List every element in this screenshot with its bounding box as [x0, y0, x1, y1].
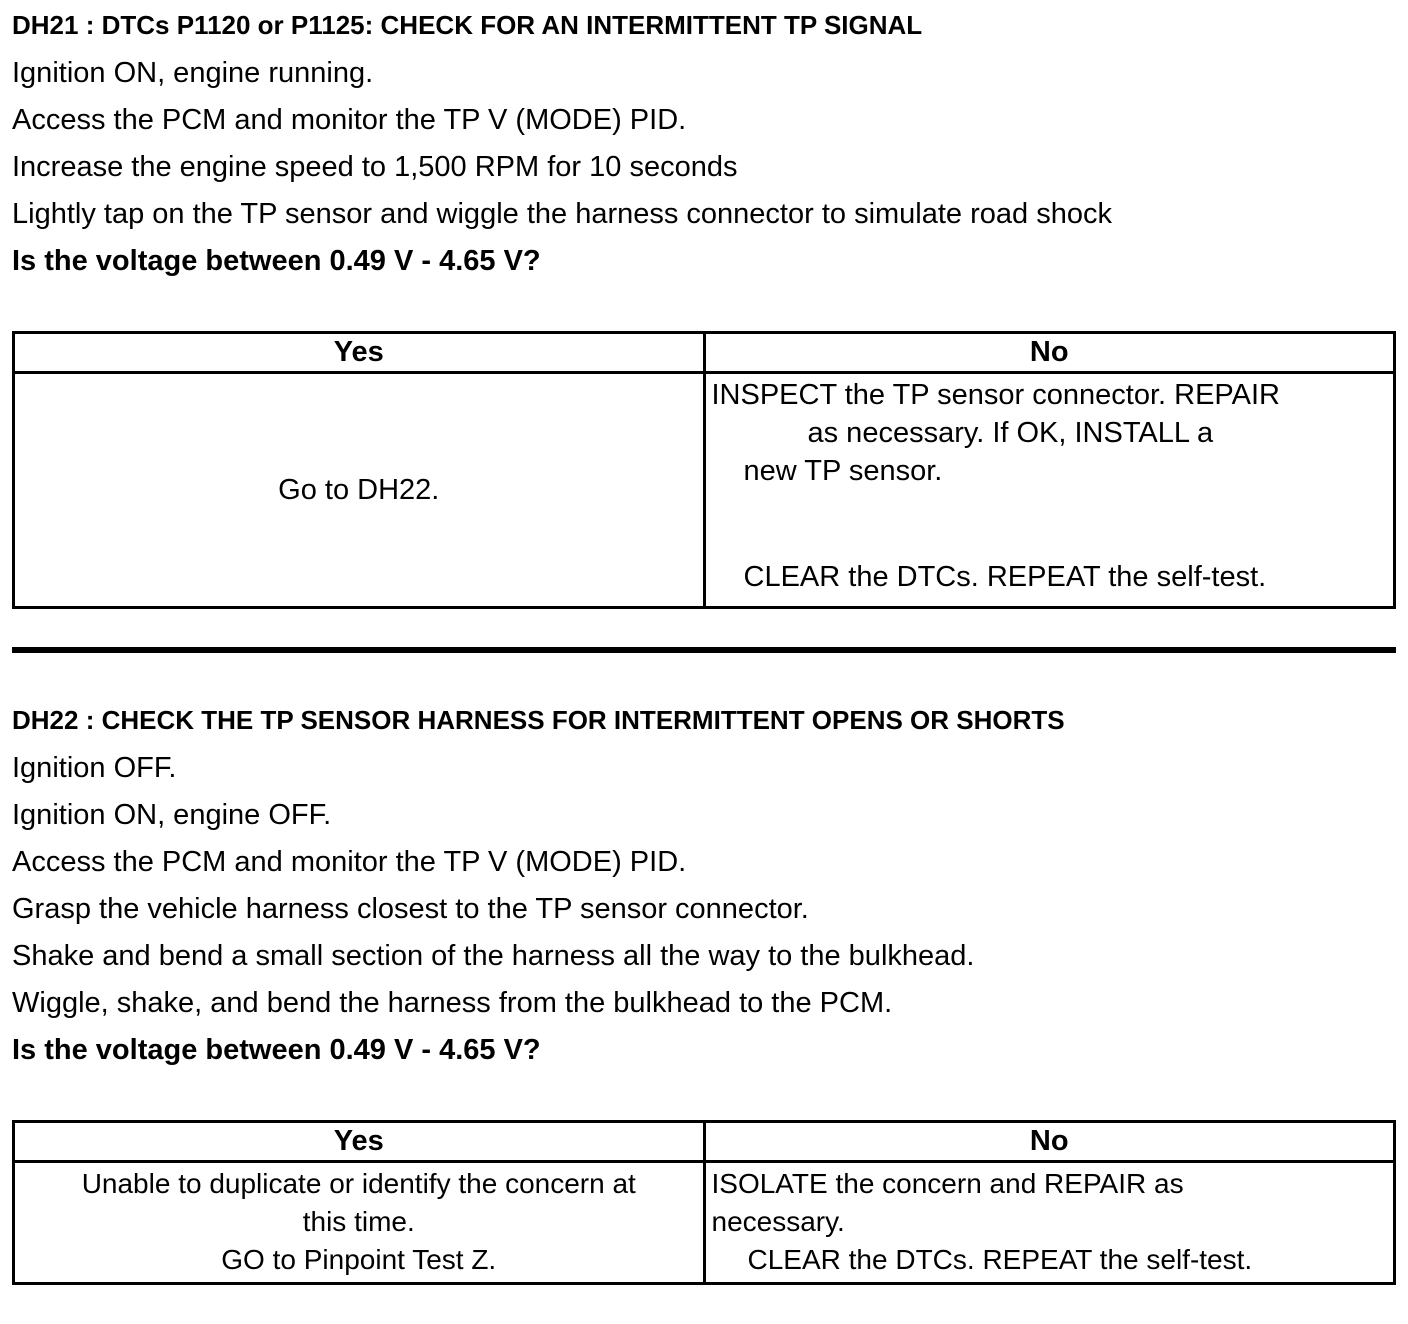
dh22-step-2: Ignition ON, engine OFF. [12, 799, 332, 831]
dh21-yes-action: Go to DH22. [278, 473, 440, 506]
table-body-row [14, 1162, 1395, 1284]
dh22-yes-action-line: this time. [302, 1206, 415, 1237]
dh22-yes-action-line: Unable to duplicate or identify the concern at [81, 1168, 636, 1199]
dh22-question: Is the voltage between 0.49 V - 4.65 V? [12, 1034, 541, 1066]
dh21-no-cell [704, 373, 1395, 608]
dh21-no-action-line: as necessary. If OK, INSTALL a [807, 417, 1214, 449]
dh22-yes-action-line: GO to Pinpoint Test Z. [221, 1244, 497, 1275]
procedure-dh21-title: DH21 : DTCs P1120 or P1125: CHECK FOR AN INTERMITTENT TP SIGNAL [12, 10, 923, 40]
dh22-yes-cell [14, 1162, 705, 1284]
dh22-step-4: Grasp the vehicle harness closest to the TP sensor connector. [12, 893, 809, 925]
dh22-step-1: Ignition OFF. [12, 752, 177, 784]
no-header-cell: No [704, 333, 1395, 373]
section-divider [12, 647, 1396, 653]
procedure-dh22-title: DH22 : CHECK THE TP SENSOR HARNESS FOR INTERMITTENT OPENS OR SHORTS [12, 705, 1065, 735]
dh22-no-action-footer: CLEAR the DTCs. REPEAT the self-test. [747, 1244, 1253, 1275]
dh21-question: Is the voltage between 0.49 V - 4.65 V? [12, 245, 541, 277]
dh21-no-action-footer: CLEAR the DTCs. REPEAT the self-test. [743, 561, 1267, 593]
dh22-step-3: Access the PCM and monitor the TP V (MODE) PID. [12, 846, 687, 878]
dh21-results-table [12, 331, 1396, 609]
yes-header-cell: Yes [14, 1122, 705, 1162]
dh21-step-4: Lightly tap on the TP sensor and wiggle the harness connector to simulate road shock [12, 198, 1112, 230]
dh21-yes-cell [14, 373, 705, 608]
dh21-no-action-line: new TP sensor. [743, 455, 943, 487]
dh22-no-action-line: ISOLATE the concern and REPAIR as [711, 1168, 1184, 1199]
procedure-dh22 [12, 703, 1396, 1285]
dh21-no-actions [712, 376, 1388, 604]
dh22-no-cell [704, 1162, 1395, 1284]
dh21-step-3: Increase the engine speed to 1,500 RPM for 10 seconds [12, 151, 738, 183]
dh22-no-action-line: necessary. [711, 1206, 845, 1237]
dh22-results-table [12, 1120, 1396, 1285]
dh22-step-5: Shake and bend a small section of the harness all the way to the bulkhead. [12, 940, 975, 972]
dh22-step-6: Wiggle, shake, and bend the harness from the bulkhead to the PCM. [12, 987, 893, 1019]
dh21-no-action-line: INSPECT the TP sensor connector. REPAIR [711, 379, 1280, 411]
dh21-no-action-block [712, 376, 1388, 490]
dh21-step-1: Ignition ON, engine running. [12, 57, 374, 89]
procedure-dh21 [12, 8, 1396, 609]
table-body-row [14, 373, 1395, 608]
table-header-row [14, 1122, 1395, 1162]
no-header-cell: No [704, 1122, 1395, 1162]
dh21-step-2: Access the PCM and monitor the TP V (MODE) PID. [12, 104, 687, 136]
yes-header-cell: Yes [14, 333, 705, 373]
table-header-row [14, 333, 1395, 373]
